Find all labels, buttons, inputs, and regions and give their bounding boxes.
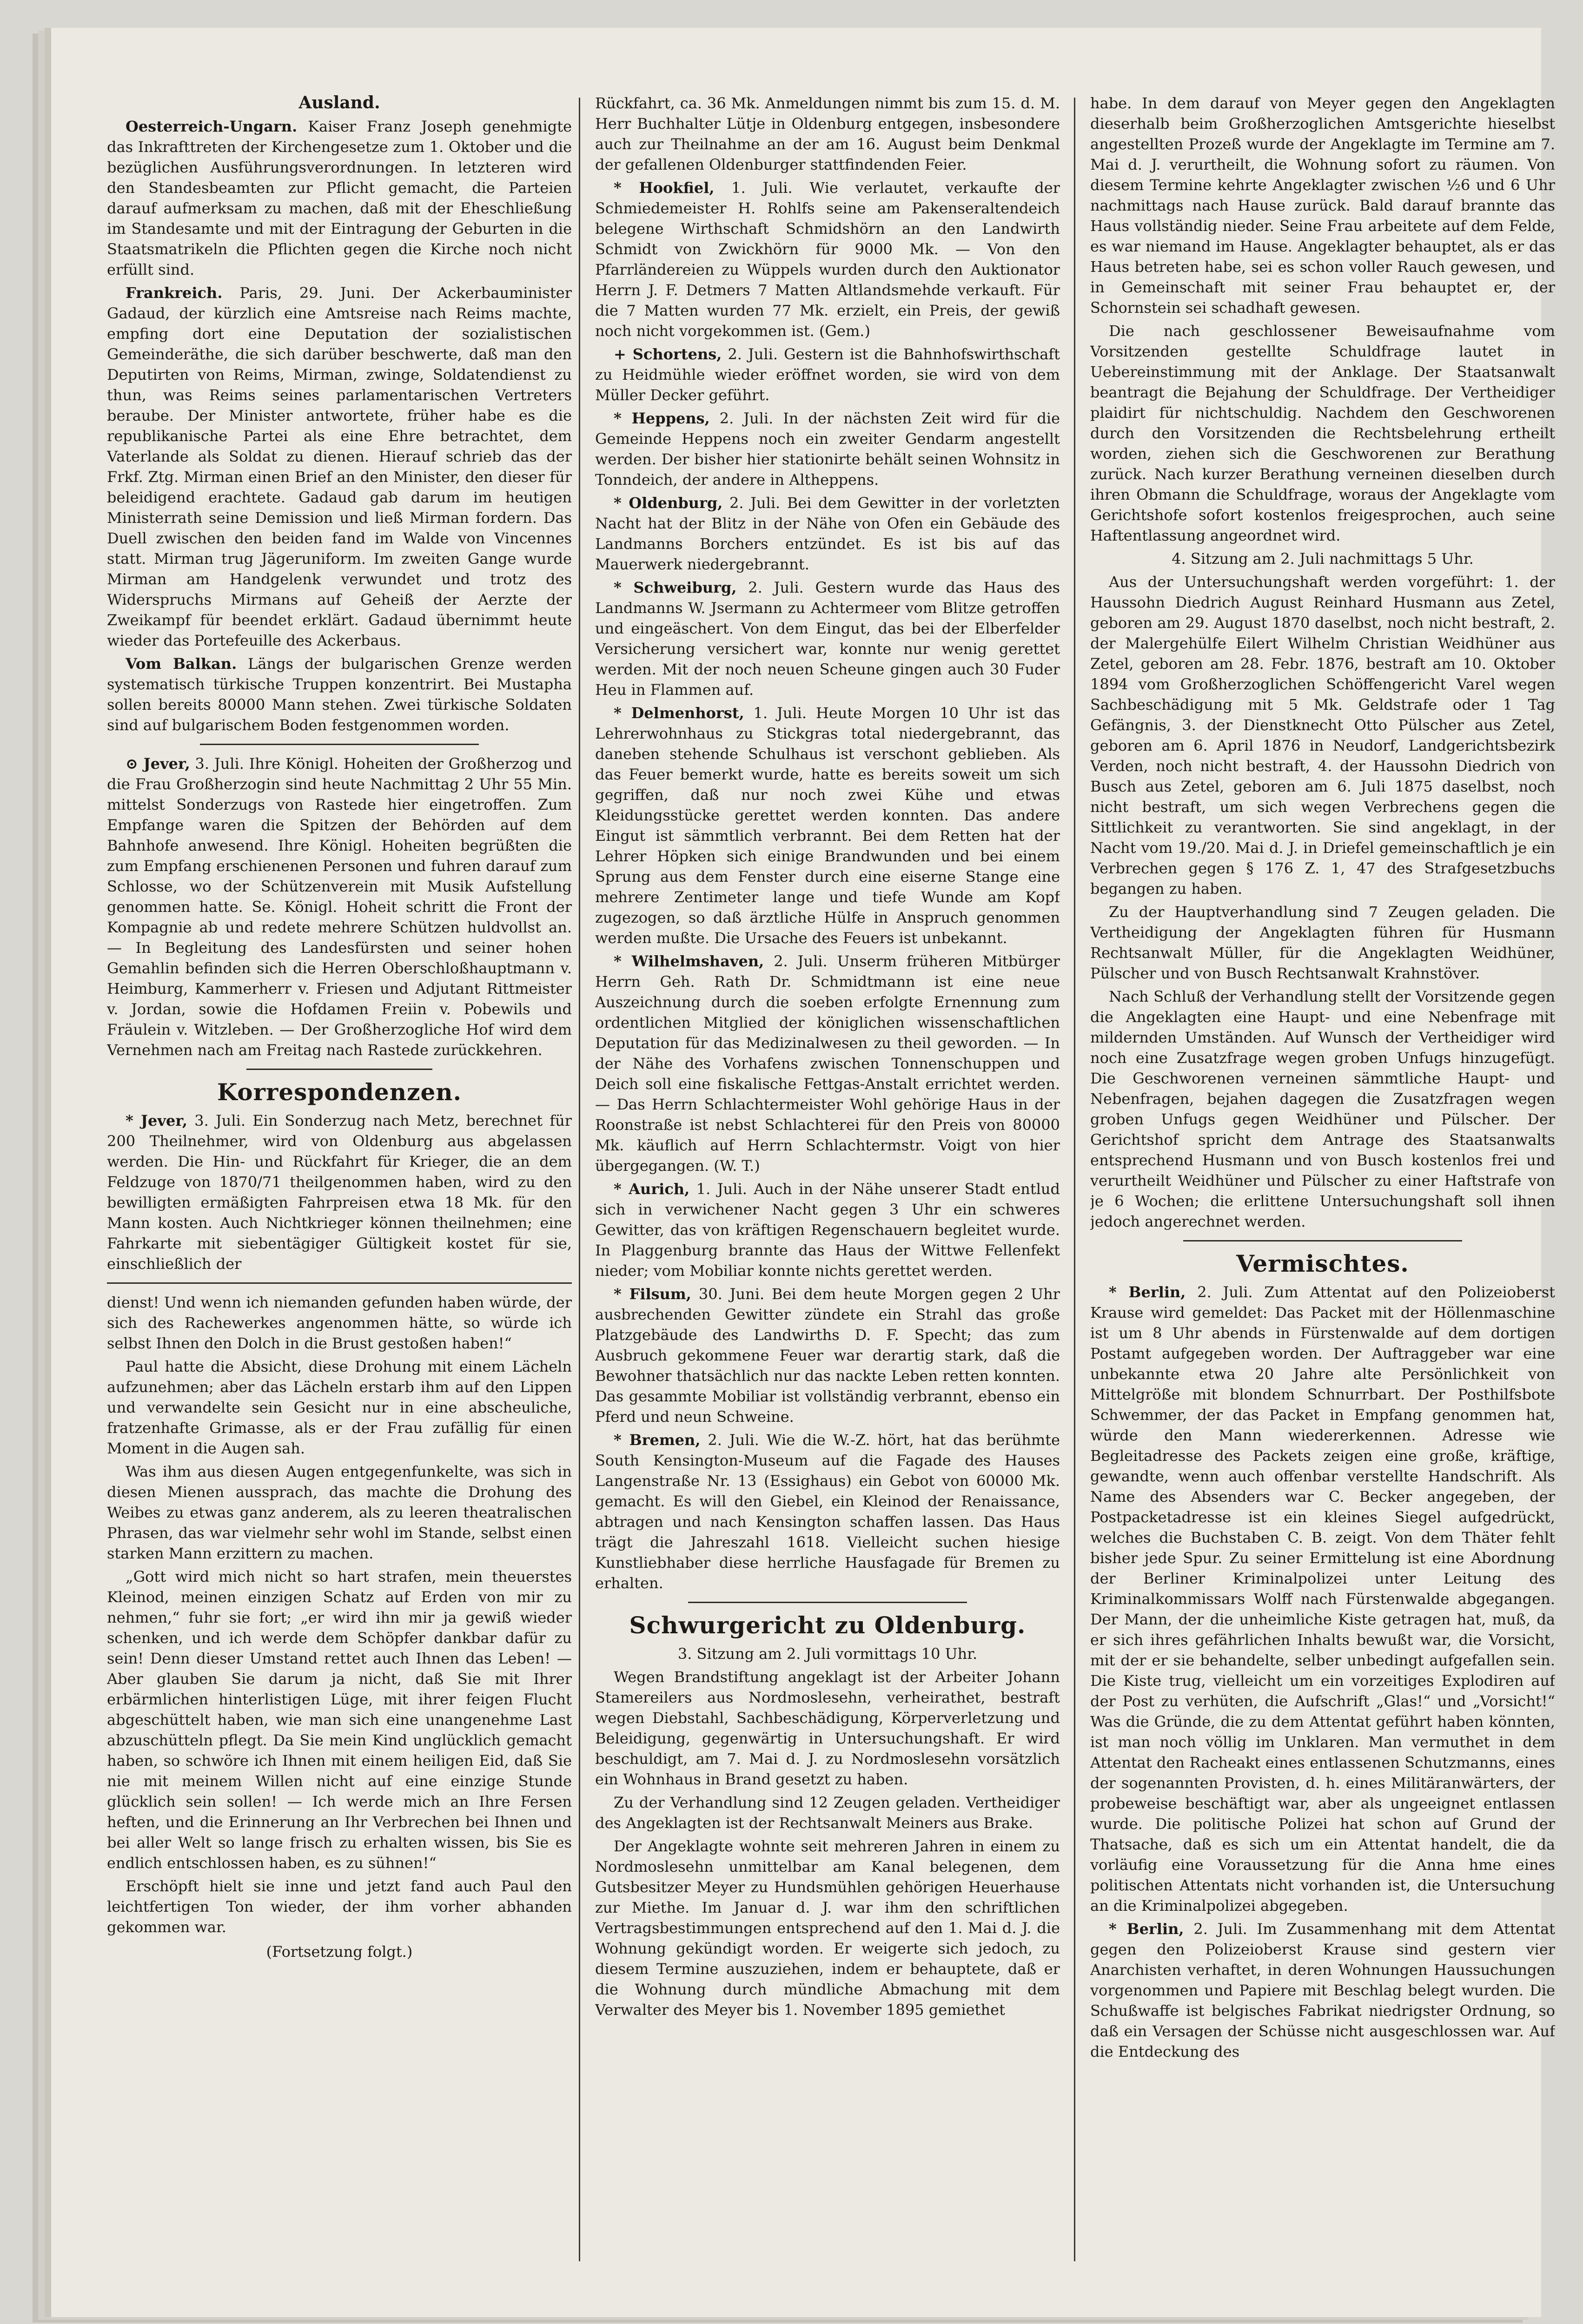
article — [107, 283, 572, 651]
article-text: Der Angeklagte wohnte seit mehreren Jahren in einem zu Nordmoslesehn unmittelbar am Kanal belegenen, dem Gutsbesitzer Meyer zu Hundsmühlen gehörigen Heuerhause zur Miethe. Im Januar d. J. war ihm den schriftlichen Vertragsbestimmungen entsprechend auf den 1. Mai d. J. die Wohnung gekündigt worden. Er weigerte sich jedoch, zu diesem Termine auszuziehen, indem er behauptete, daß er die Wohnung durch mündliche Abmachung mit dem Verwalter des Meyer bis 1. November 1895 gemiethet — [595, 1837, 1060, 2019]
article — [595, 577, 1060, 700]
article — [595, 178, 1060, 341]
article-text: 2. Juli. Unserm früheren Mitbürger Herrn Geh. Rath Dr. Schmidtmann ist eine neue Auszeichnung durch die soeben erfolgte Ernennung zum ordentlichen Mitglied der königlichen wissenschaftlichen Deputation für das Medizinalwesen zu theil geworden. — In der Nähe des Vorhafens zwischen Tonnenschuppen und Deich soll eine fiskalische Fettgas-Anstalt errichtet werden. — Das Herrn Schlachtermeister Wohl gehörige Haus in der Roonstraße ist nebst Schlachterei für den Preis von 80000 Mk. käuflich auf Herrn Schlachtermstr. Voigt von hier übergegangen. (W. T.) — [595, 952, 1060, 1175]
article-text: 2. Juli. In der nächsten Zeit wird für die Gemeinde Heppens noch ein zweiter Gendarm angestellt werden. Der bisher hier stationirte behält seinen Wohnsitz in Tonndeich, der andere in Altheppens. — [595, 409, 1060, 489]
newspaper-page — [51, 28, 1555, 2317]
article-keyword: * Berlin, — [1109, 1283, 1186, 1301]
article-text: 2. Juli. Wie die W.-Z. hört, hat das berühmte South Kensington-Museum auf die Fagade des Hauses Langenstraße Nr. 13 (Essighaus) ein Gebot von 60000 Mk. gemacht. Es will den Giebel, ein Kleinod der Renaissance, abtragen und nach Kensington schaffen lassen. Das Haus trägt die Jahreszahl 1618. Vielleicht suchen hiesige Kunstliebhaber diese herrliche Hausfagade für Bremen zu erhalten. — [595, 1431, 1060, 1592]
article-text: 2. Juli. Gestern wurde das Haus des Landmanns W. Jsermann zu Achtermeer vom Blitze getroffen und eingeäschert. Von dem Eingut, das bei der Elberfelder Versicherung versichert war, konnte nur wenig gerettet werden. Mit der noch neuen Scheune gingen auch 30 Fuder Heu in Flammen auf. — [595, 579, 1060, 699]
serial-text: Erschöpft hielt sie inne und jetzt fand auch Paul den leichtfertigen Ton wieder, der ihm vorher abhanden gekommen war. — [107, 1877, 572, 1936]
article-text: Zu der Hauptverhandlung sind 7 Zeugen geladen. Die Vertheidigung der Angeklagten führen für Husmann Rechtsanwalt Müller, für die Angeklagten Weidhüner, Pülscher und von Busch Rechtsanwalt Krahnstöver. — [1090, 903, 1555, 982]
article-text: 3. Juli. Ihre Königl. Hoheiten der Großherzog und die Frau Großherzogin sind heute Nachmittag 2 Uhr 55 Min. mittelst Sonderzugs von Rastede hier eingetroffen. Zum Empfange waren die Spitzen der Behörden auf dem Bahnhofe anwesend. Ihre Königl. Hoheiten begrüßten die zum Empfang erschienenen Personen und fuhren darauf zum Schlosse, wo der Schützenverein mit Musik Aufstellung genommen hatte. Se. Königl. Hoheit schritt die Front der Kompagnie ab und redete mehrere Schützen huldvollst an. — In Begleitung des Landesfürsten und seiner hohen Gemahlin befinden sich die Herren Oberschloßhauptmann v. Heimburg, Kammerherr v. Friesen und Adjutant Rittmeister v. Jordan, sowie die Hofdamen Freiin v. Pobewils und Fräulein v. Witzleben. — Der Großherzogliche Hof wird dem Vernehmen nach am Freitag nach Rastede zurückkehren. — [107, 755, 572, 1059]
article — [595, 1179, 1060, 1281]
separator — [688, 1602, 967, 1603]
column-rule — [579, 98, 580, 2261]
article-text: Kaiser Franz Joseph genehmigte das Inkrafttreten der Kirchengesetze zum 1. Oktober und die bezüglichen Ausführungsverordnungen. In letzteren wird den Standesbeamten zur Pflicht gemacht, die Parteien darauf aufmerksam zu machen, daß mit der Eheschließung im Standesamte und mit der Eintragung der Geburten in die Staatsmatrikeln die Pflichten gegen die Kirche noch nicht erfüllt sind. — [107, 118, 572, 278]
article-keyword: * Filsum, — [614, 1285, 691, 1303]
article-keyword: * Wilhelmshaven, — [614, 952, 764, 970]
continuation-note: (Fortsetzung folgt.) — [266, 1943, 413, 1961]
article-text: 2. Juli. Gestern ist die Bahnhofswirthschaft zu Heidmühle wieder eröffnet worden, sie wird von dem Müller Decker geführt. — [595, 345, 1060, 404]
article — [595, 703, 1060, 948]
article-keyword: * Heppens, — [614, 409, 710, 427]
article-keyword: Oesterreich-Ungarn. — [126, 118, 298, 135]
article-keyword: * Delmenhorst, — [614, 704, 744, 722]
article-text: 3. Juli. Ein Sonderzug nach Metz, berechnet für 200 Theilnehmer, wird von Oldenburg aus abgelassen werden. Die Hin- und Rückfahrt für Krieger, die an dem Feldzuge von 1870/71 theilgenommen haben, wird zu den bewilligten ermäßigten Fahrpreisen etwa 18 Mk. für den Mann kosten. Auch Nichtkrieger können theilnehmen; eine Fahrkarte mit siebentägiger Gültigkeit kostet für sie, einschließlich der — [107, 1112, 572, 1273]
article-text: 2. Juli. Im Zusammenhang mit dem Attentat gegen den Polizeioberst Krause sind gestern vier Anarchisten verhaftet, in deren Wohnungen Haussuchungen vorgenommen und Papiere mit Beschlag belegt wurden. Die Schußwaffe ist belgisches Fabrikat niedrigster Ordnung, so daß ein Versagen der Schüsse nicht ausgeschlossen war. Auf die Entdeckung des — [1090, 1920, 1555, 2060]
article — [1090, 1919, 1555, 2062]
separator — [200, 744, 479, 745]
section-heading: Vermischtes. — [1236, 1250, 1409, 1277]
section-heading: Korrespondenzen. — [217, 1078, 462, 1106]
separator — [246, 1069, 432, 1070]
article-keyword: * Berlin, — [1109, 1920, 1184, 1938]
article-keyword: * Schweiburg, — [614, 579, 737, 596]
session-subheading: 4. Sitzung am 2. Juli nachmittags 5 Uhr. — [1172, 550, 1474, 568]
article-text: Paris, 29. Juni. Der Ackerbauminister Gadaud, der kürzlich eine Amtsreise nach Reims machte, empfing dort eine Deputation der sozialistischen Gemeinderäthe, die sich darüber beschwerte, daß man den Deputirten von Reims, Mirman, zwinge, Soldatendienst zu thun, was Reims seines parlamentarischen Vertreters beraube. Der Minister antwortete, früher habe es die republikanische Partei als eine Ehre betrachtet, dem Vaterlande als Soldat zu dienen. Hierauf schrieb das der Frkf. Ztg. Mirman einen Brief an den Minister, den dieser für beleidigend erachtete. Gadaud gab darum im heutigen Ministerrath seine Demission und ließ Mirman fordern. Das Duell zwischen den beiden fand im Walde von Vincennes statt. Mirman trug Jägeruniform. Im zweiten Gange wurde Mirman am Handgelenk verwundet und trotz des Widerspruchs Mirmans auf Geheiß der Aerzte der Zweikampf für beendet erklärt. Gadaud übernimmt heute wieder das Portefeuille des Ackerbaus. — [107, 284, 572, 649]
article-text: 2. Juli. Bei dem Gewitter in der vorletzten Nacht hat der Blitz in der Nähe von Ofen ein Gebäude des Landmanns Borchers entzündet. Es ist bis auf das Mauerwerk niedergebrannt. — [595, 494, 1060, 573]
article-text: 2. Juli. Zum Attentat auf den Polizeioberst Krause wird gemeldet: Das Packet mit der Höllenmaschine ist um 8 Uhr abends in Fürstenwalde auf dem dortigen Postamt aufgegeben worden. Der Auftraggeber war eine unbekannte etwa 20 Jahre alte Persönlichkeit von Mittelgröße mit blondem Schnurrbart. Der Posthilfsbote Schwemmer, der das Packet in Empfang genommen hat, würde den Mann wiedererkennen. Adresse wie Begleitadresse des Packets zeigen eine große, kräftige, gewandte, wenn auch offenbar verstellte Handschrift. Als Name des Absenders war C. Becker angegeben, der Postpacketadresse ist ein kleines Siegel aufgedrückt, welches die Buchstaben C. B. zeigt. Von dem Thäter fehlt bisher jede Spur. Zu seiner Ermittelung ist eine Abordnung der Berliner Kriminalpolizei unter Leitung des Kriminalkommissars Wolff nach Fürstenwalde abgegangen. Der Mann, der die unheimliche Kiste getragen hat, muß, da er sich ihres gefährlichen Inhalts bewußt war, die Vorsicht, mit der er sie behandelte, selber unbedingt aufgefallen sein. Die Kiste trug, vielleicht um ein vorzeitiges Explodiren auf der Post zu verhüten, die Aufschrift „Glas!“ und „Vorsicht!“ Was die Gründe, die zu dem Attentat geführt haben könnten, ist man noch völlig im Unklaren. Man vermuthet in dem Attentat den Racheakt eines entlassenen Schutzmanns, eines der sogenannten Provisten, d. h. eines Militäranwärters, der probeweise beschäftigt war, aber als ungeeignet entlassen wurde. Die politische Polizei hat schon auf Grund der Thatsache, daß es sich um ein Attentat handelt, die da vorläufig eine Voraussetzung für die Anna hme eines politischen Attentats nicht vorhanden ist, die Untersuchung an die Kriminalpolizei abgegeben. — [1090, 1283, 1555, 1915]
separator — [1183, 1240, 1462, 1241]
article-keyword: Vom Balkan. — [126, 655, 237, 673]
article-text: Rückfahrt, ca. 36 Mk. Anmeldungen nimmt bis zum 15. d. M. Herr Buchhalter Lütje in Oldenburg entgegen, insbesondere auch zur Theilnahme an der am 16. August beim Denkmal der gefallenen Oldenburger stattfindenden Feier. — [595, 94, 1060, 173]
article-text: Wegen Brandstiftung angeklagt ist der Arbeiter Johann Stamereilers aus Nordmoslesehn, verheirathet, bestraft wegen Diebstahl, Sachbeschädigung, Körperverletzung und Beleidigung, gegenwärtig in Untersuchungshaft. Er wird beschuldigt, am 7. Mai d. J. zu Nordmoslesehn vorsätzlich ein Wohnhaus in Brand gesetzt zu haben. — [595, 1668, 1060, 1788]
section-heading: Schwurgericht zu Oldenburg. — [629, 1611, 1026, 1639]
column-3 — [1090, 93, 1555, 2289]
article-keyword: * Hookfiel, — [614, 179, 715, 197]
article — [595, 344, 1060, 405]
column-1 — [107, 93, 572, 2289]
column-rule — [1074, 98, 1075, 2261]
serial-text: Paul hatte die Absicht, diese Drohung mit einem Lächeln aufzunehmen; aber das Lächeln erstarb ihm auf den Lippen und verwandelte sein Gesicht nur in eine abscheuliche, fratzenhafte Grimasse, als er der Frau zufällig für einen Moment in die Augen sah. — [107, 1358, 572, 1457]
article — [595, 1430, 1060, 1593]
section-heading: Ausland. — [298, 93, 380, 112]
article-text: 1. Juli. Auch in der Nähe unserer Stadt entlud sich in verwichener Nacht gegen 3 Uhr ein schweres Gewitter, das von kräftigen Regenschauern begleitet wurde. In Plaggenburg brannte das Haus der Wittwe Fellenfekt nieder; vom Mobiliar konnte nichts gerettet werden. — [595, 1180, 1060, 1280]
article — [107, 116, 572, 280]
serial-text: „Gott wird mich nicht so hart strafen, mein theuerstes Kleinod, meinen einzigen Schatz auf Erden von mir zu nehmen,“ fuhr sie fort; „er wird ihn mir ja gewiß wieder schenken, und ich werde dem Schöpfer dankbar dafür zu sein! Denn dieser Umstand rettet auch Ihnen das Leben! — Aber glauben Sie darum ja nicht, daß Sie mit Ihrer erbärmlichen hinterlistigen Lüge, mit ihrer feigen Flucht abgeschüttelt haben, wie man sich eine unangenehme Last abzuschütteln pflegt. Da Sie mein Kind unglücklich gemacht haben, so schwöre ich Ihnen mit einem heiligen Eid, daß Sie nie mit meinem Willen nicht auf eine einzige Stunde glücklich sein sollen! — Ich werde mich an Ihre Fersen heften, und die Erinnerung an Ihr Verbrechen bei Ihnen und bei aller Welt so lange frisch zu erhalten wissen, bis Sie es endlich entschlossen haben, es zu sühnen!“ — [107, 1568, 572, 1872]
article-keyword: ⊙ Jever, — [126, 755, 190, 772]
column-2 — [595, 93, 1060, 2289]
article-text: 1. Juli. Wie verlautet, verkaufte der Schmiedemeister H. Rohlfs seine am Pakenseraltendeich belegene Wirthschaft Schmidshörn an den Landwirth Schmidt von Zwickhörn für 9000 Mk. — Von den Pfarrländereien zu Wüppels wurden durch den Auktionator Herrn J. F. Detmers 7 Matten Altlandsmehde verkauft. Für die 7 Matten wurden 77 Mk. erzielt, ein Preis, der gewiß noch nicht vorgekommen ist. (Gem.) — [595, 179, 1060, 340]
article-text: Längs der bulgarischen Grenze werden systematisch türkische Truppen konzentrirt. Bei Mustapha sollen bereits 80000 Mann stehen. Zwei türkische Soldaten sind auf bulgarischem Boden festgenommen worden. — [107, 655, 572, 734]
article — [107, 654, 572, 735]
article-text: 1. Juli. Heute Morgen 10 Uhr ist das Lehrerwohnhaus zu Stickgras total niedergebrannt, das daneben stehende Schulhaus ist verschont geblieben. Als das Feuer bemerkt wurde, hatte es bereits soweit um sich gegriffen, daß nur noch zwei Kühe und etwas Kleidungsstücke gerettet werden konnten. Das andere Eingut ist sämmtlich verbrannt. Bei dem Retten hat der Lehrer Höpken sich einige Brandwunden und bei einem Sprung aus dem Fenster durch eine eiserne Stange eine mehrere Zentimeter lange und tiefe Wunde am Kopf zugezogen, so daß ärztliche Hülfe in Anspruch genommen werden mußte. Die Ursache des Feuers ist unbekannt. — [595, 704, 1060, 947]
serial-text: Was ihm aus diesen Augen entgegenfunkelte, was sich in diesen Mienen aussprach, das machte die Drohung des Weibes zu etwas ganz anderem, als zu leeren theatralischen Phrasen, das war vielmehr sehr wohl im Stande, selbst einen starken Mann erzittern zu machen. — [107, 1463, 572, 1562]
article-keyword: * Bremen, — [614, 1431, 701, 1449]
article-text: Die nach geschlossener Beweisaufnahme vom Vorsitzenden gestellte Schuldfrage lautet in Uebereinstimmung mit der Anklage. Der Staatsanwalt beantragt die Bejahung der Schuldfrage. Der Vertheidiger plaidirt für nichtschuldig. Nachdem den Geschworenen durch den Vorsitzenden die Rechtsbelehrung ertheilt worden, ziehen sich die Geschworenen zur Berathung zurück. Nach kurzer Berathung verneinen dieselben durch ihren Obmann die Schuldfrage, woraus der Angeklagte vom Gerichtshofe sofort kostenlos freigesprochen, auch seine Haftentlassung angeordnet wird. — [1090, 322, 1555, 544]
article-keyword: * Oldenburg, — [614, 494, 723, 512]
separator — [107, 1282, 572, 1284]
article-text: Zu der Verhandlung sind 12 Zeugen geladen. Vertheidiger des Angeklagten ist der Rechtsanwalt Meiners aus Brake. — [595, 1794, 1060, 1832]
session-subheading: 3. Sitzung am 2. Juli vormittags 10 Uhr. — [677, 1645, 978, 1663]
article-text: habe. In dem darauf von Meyer gegen den Angeklagten dieserhalb beim Großherzoglichen Amtsgerichte hieselbst angestellten Prozeß wurde der Angeklagte im Termine am 7. Mai d. J. verurtheilt, die Wohnung sofort zu räumen. Von diesem Termine kehrte Angeklagter zwischen ½6 und 6 Uhr nachmittags nach Hause zurück. Bald darauf brannte das Haus vollständig nieder. Seine Frau arbeitete auf dem Felde, es war niemand im Hause. Angeklagter behauptet, als er das Haus betreten habe, sei es schon voller Rauch gewesen, und in Gemeinschaft mit seiner Frau behauptet er, der Schornstein sei schadhaft gewesen. — [1090, 94, 1555, 317]
article — [595, 493, 1060, 574]
article — [107, 1110, 572, 1274]
article-text: Nach Schluß der Verhandlung stellt der Vorsitzende gegen die Angeklagten eine Haupt- und eine Nebenfrage mit mildernden Umständen. Auf Wunsch der Vertheidiger wird noch eine Zusatzfrage wegen groben Unfugs hinzugefügt. Die Geschworenen verneinen sämmtliche Haupt- und Nebenfragen, bejahen dagegen die Zusatzfragen wegen groben Unfugs gegen Weidhüner und Pülscher. Der Gerichtshof spricht dem Antrage des Staatsanwalts entsprechend Husmann und von Busch kostenlos frei und verurtheilt Weidhüner und Pülscher zu einer Haftstrafe von je 6 Wochen; die erlittene Untersuchungshaft soll ihnen jedoch angerechnet werden. — [1090, 988, 1555, 1230]
article — [595, 951, 1060, 1176]
article-text: 30. Juni. Bei dem heute Morgen gegen 2 Uhr ausbrechenden Gewitter zündete ein Strahl das große Platzgebäude des Landwirths D. F. Specht; das zum Ausbruch gekommene Feuer war derartig stark, daß die Bewohner thatsächlich nur das nackte Leben retten konnten. Das gesammte Mobiliar ist vollständig verbrannt, ebenso ein Pferd und neun Schweine. — [595, 1285, 1060, 1426]
article — [1090, 1282, 1555, 1916]
article — [595, 408, 1060, 490]
serial-text: dienst! Und wenn ich niemanden gefunden haben würde, der sich des Rachewerkes angenommen hätte, so würde ich selbst Ihnen den Dolch in die Brust gestoßen haben!“ — [107, 1294, 572, 1352]
article — [595, 1284, 1060, 1427]
article-keyword: * Jever, — [126, 1112, 188, 1129]
article-keyword: * Aurich, — [614, 1180, 690, 1198]
article — [107, 753, 572, 1060]
article-keyword: Frankreich. — [126, 284, 223, 302]
article-keyword: + Schortens, — [614, 345, 722, 363]
article-text: Aus der Untersuchungshaft werden vorgeführt: 1. der Haussohn Diedrich August Reinhard Husmann aus Zetel, geboren am 29. August 1870 daselbst, noch nicht bestraft, 2. der Malergehülfe Eilert Wilhelm Christian Weidhüner aus Zetel, geboren am 28. Febr. 1876, bestraft am 10. Oktober 1894 vom Großherzoglichen Schöffengericht Varel wegen Sachbeschädigung mit 5 Mk. Geldstrafe oder 1 Tag Gefängnis, 3. der Dienstknecht Otto Pülscher aus Zetel, geboren am 6. April 1876 in Neudorf, Landgerichtsbezirk Verden, noch nicht bestraft, 4. der Haussohn Diedrich von Busch aus Zetel, geboren am 6. Juli 1875 daselbst, noch nicht bestraft, um sich wegen Verbrechens gegen die Sittlichkeit zu verantworten. Sie sind angeklagt, in der Nacht vom 19./20. Mai d. J. in Driefel gemeinschaftlich je ein Verbrechen gegen § 176 Z. 1, 47 des Strafgesetzbuchs begangen zu haben. — [1090, 573, 1555, 898]
